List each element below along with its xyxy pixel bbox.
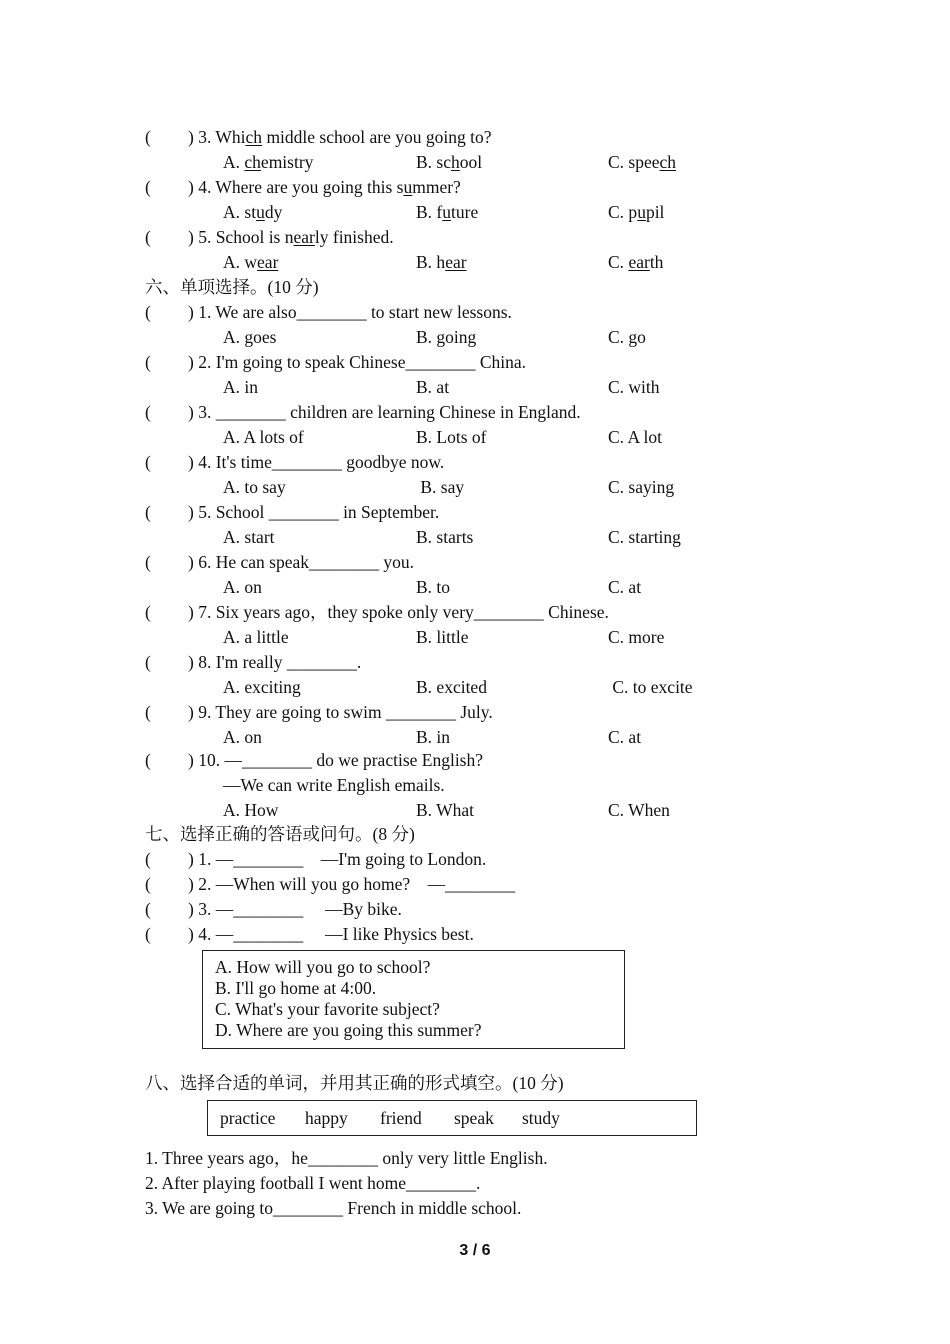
option-c: C. A lot	[608, 427, 662, 447]
dialogue-options-box	[202, 950, 625, 1049]
option-b: B. future	[416, 202, 479, 222]
question-text: ) 4. Where are you going this summer?	[188, 177, 461, 197]
option-b: B. excited	[416, 677, 487, 697]
word-bank-box	[207, 1100, 697, 1136]
option-a: A. start	[223, 527, 275, 547]
fill-sentence-2: 2. After playing football I went home________.	[145, 1173, 481, 1193]
question-text: ) 2. I'm going to speak Chinese________ China.	[188, 352, 527, 372]
option-a: A. wear	[223, 252, 279, 272]
question-text: ) 5. School ________ in September.	[188, 502, 440, 522]
answer-paren[interactable]: (	[145, 502, 151, 522]
option-b: B. in	[416, 727, 451, 747]
option-a: A. in	[223, 377, 258, 397]
word-bank-word: study	[522, 1108, 560, 1128]
word-bank-word: friend	[380, 1108, 422, 1128]
question-text: ) 3. Which middle school are you going to?	[188, 127, 492, 147]
option-c: C. go	[608, 327, 646, 347]
question-text: ) 8. I'm really ________.	[188, 652, 362, 672]
question-text: ) 9. They are going to swim ________ July.	[188, 702, 493, 722]
answer-paren[interactable]: (	[145, 452, 151, 472]
option-b: B. little	[416, 627, 469, 647]
answer-paren[interactable]: (	[145, 552, 151, 572]
option-b: B. hear	[416, 252, 467, 272]
option-a: A. a little	[223, 627, 289, 647]
option-b: B. at	[416, 377, 450, 397]
answer-paren[interactable]: (	[145, 127, 151, 147]
option-a: A. study	[223, 202, 283, 222]
option-c: C. with	[608, 377, 660, 397]
option-c: C. earth	[608, 252, 664, 272]
answer-paren[interactable]: (	[145, 899, 151, 919]
option-b: B. school	[416, 152, 483, 172]
option-b: B. Lots of	[416, 427, 487, 447]
section-8-title: 八、选择合适的单词，并用其正确的形式填空。(10 分)	[145, 1073, 564, 1093]
answer-paren[interactable]: (	[145, 177, 151, 197]
question-text: ) 4. —________ —I like Physics best.	[188, 924, 474, 944]
question-text: ) 5. School is nearly finished.	[188, 227, 394, 247]
option-b: B. say	[416, 477, 465, 497]
question-text: ) 6. He can speak________ you.	[188, 552, 414, 572]
option-a: A. goes	[223, 327, 277, 347]
option-c: C. saying	[608, 477, 675, 497]
question-text: ) 1. —________ —I'm going to London.	[188, 849, 487, 869]
word-bank-word: happy	[305, 1108, 348, 1128]
option-b: B. I'll go home at 4:00.	[215, 978, 377, 998]
option-d: D. Where are you going this summer?	[215, 1020, 482, 1040]
option-b: B. going	[416, 327, 477, 347]
question-reply: —We can write English emails.	[223, 775, 445, 795]
question-text: ) 2. —When will you go home? —________	[188, 874, 516, 894]
option-c: C. to excite	[608, 677, 693, 697]
option-a: A. chemistry	[223, 152, 314, 172]
question-text: ) 1. We are also________ to start new lessons.	[188, 302, 512, 322]
fill-sentence-1: 1. Three years ago，he________ only very little English.	[145, 1148, 548, 1168]
option-b: B. What	[416, 800, 475, 820]
option-b: B. starts	[416, 527, 474, 547]
answer-paren[interactable]: (	[145, 602, 151, 622]
option-c: C. When	[608, 800, 670, 820]
option-a: A. How	[223, 800, 279, 820]
question-text: ) 3. ________ children are learning Chinese in England.	[188, 402, 581, 422]
option-b: B. to	[416, 577, 451, 597]
option-c: C. speech	[608, 152, 677, 172]
fill-sentence-3: 3. We are going to________ French in middle school.	[145, 1198, 522, 1218]
answer-paren[interactable]: (	[145, 924, 151, 944]
answer-paren[interactable]: (	[145, 750, 151, 770]
option-a: A. to say	[223, 477, 286, 497]
section-7-title: 七、选择正确的答语或问句。(8 分)	[145, 824, 415, 844]
option-c: C. What's your favorite subject?	[215, 999, 440, 1019]
option-c: C. more	[608, 627, 665, 647]
page-number: 3 / 6	[459, 1242, 491, 1259]
option-c: C. at	[608, 727, 642, 747]
word-bank-word: practice	[220, 1108, 276, 1128]
answer-paren[interactable]: (	[145, 302, 151, 322]
question-text: ) 4. It's time________ goodbye now.	[188, 452, 445, 472]
question-text: ) 7. Six years ago，they spoke only very________ Chinese.	[188, 602, 609, 622]
option-c: C. starting	[608, 527, 681, 547]
answer-paren[interactable]: (	[145, 702, 151, 722]
option-c: C. at	[608, 577, 642, 597]
answer-paren[interactable]: (	[145, 227, 151, 247]
answer-paren[interactable]: (	[145, 352, 151, 372]
word-bank-word: speak	[454, 1108, 494, 1128]
question-text: ) 10. —________ do we practise English?	[188, 750, 484, 770]
section-6-title: 六、单项选择。(10 分)	[145, 277, 319, 297]
option-a: A. exciting	[223, 677, 301, 697]
answer-paren[interactable]: (	[145, 849, 151, 869]
option-a: A. How will you go to school?	[215, 957, 431, 977]
option-c: C. pupil	[608, 202, 665, 222]
option-a: A. A lots of	[223, 427, 304, 447]
answer-paren[interactable]: (	[145, 874, 151, 894]
option-a: A. on	[223, 727, 262, 747]
question-text: ) 3. —________ —By bike.	[188, 899, 402, 919]
answer-paren[interactable]: (	[145, 652, 151, 672]
answer-paren[interactable]: (	[145, 402, 151, 422]
option-a: A. on	[223, 577, 262, 597]
